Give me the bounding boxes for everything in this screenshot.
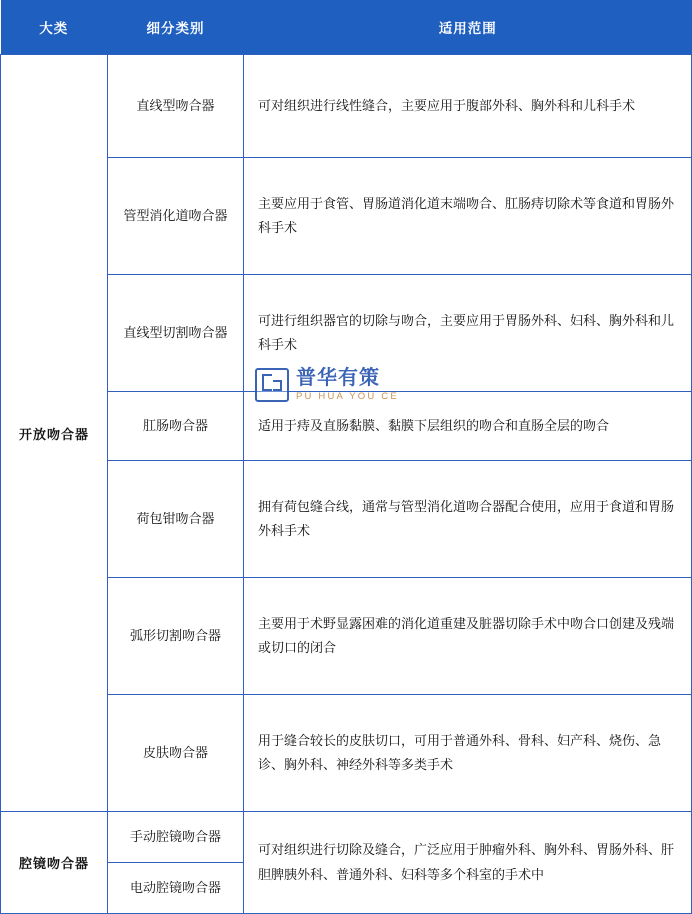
cell-subcategory: 皮肤吻合器 — [108, 695, 244, 812]
table-row — [1, 55, 692, 158]
watermark-en-text: PU HUA YOU CE — [296, 391, 399, 403]
column-header-subcategory: 细分类别 — [108, 0, 244, 55]
cell-scope: 可对组织进行切除及缝合，广泛应用于肿瘤外科、胸外科、胃肠外科、肝胆脾胰外科、普通外科、妇科等多个科室的手术中 — [244, 812, 692, 914]
table-row — [1, 812, 692, 863]
cell-subcategory: 直线型吻合器 — [108, 55, 244, 158]
cell-scope: 可对组织进行线性缝合，主要应用于腹部外科、胸外科和儿科手术 — [244, 55, 692, 158]
cell-subcategory: 荷包钳吻合器 — [108, 461, 244, 578]
cell-category: 开放吻合器 — [1, 55, 108, 812]
table-header-row — [1, 0, 692, 55]
cell-subcategory: 管型消化道吻合器 — [108, 158, 244, 275]
cell-scope: 可进行组织器官的切除与吻合，主要应用于胃肠外科、妇科、胸外科和儿科手术 — [244, 275, 692, 392]
cell-subcategory: 直线型切割吻合器 — [108, 275, 244, 392]
cell-subcategory: 肛肠吻合器 — [108, 392, 244, 461]
cell-scope: 主要用于术野显露困难的消化道重建及脏器切除手术中吻合口创建及残端或切口的闭合 — [244, 578, 692, 695]
cell-subcategory: 弧形切割吻合器 — [108, 578, 244, 695]
column-header-category: 大类 — [1, 0, 108, 55]
cell-scope: 主要应用于食管、胃肠道消化道末端吻合、肛肠痔切除术等食道和胃肠外科手术 — [244, 158, 692, 275]
table-body — [1, 55, 692, 914]
cell-category: 腔镜吻合器 — [1, 812, 108, 914]
cell-subcategory: 电动腔镜吻合器 — [108, 863, 244, 914]
table-header — [1, 0, 692, 55]
cell-subcategory: 手动腔镜吻合器 — [108, 812, 244, 863]
watermark-cn-text: 普华有策 — [296, 367, 380, 390]
column-header-scope: 适用范围 — [244, 0, 692, 55]
cell-scope: 用于缝合较长的皮肤切口，可用于普通外科、骨科、妇产科、烧伤、急诊、胸外科、神经外科等多类手术 — [244, 695, 692, 812]
cell-scope: 适用于痔及直肠黏膜、黏膜下层组织的吻合和直肠全层的吻合 — [244, 392, 692, 461]
cell-scope: 拥有荷包缝合线，通常与管型消化道吻合器配合使用，应用于食道和胃肠外科手术 — [244, 461, 692, 578]
